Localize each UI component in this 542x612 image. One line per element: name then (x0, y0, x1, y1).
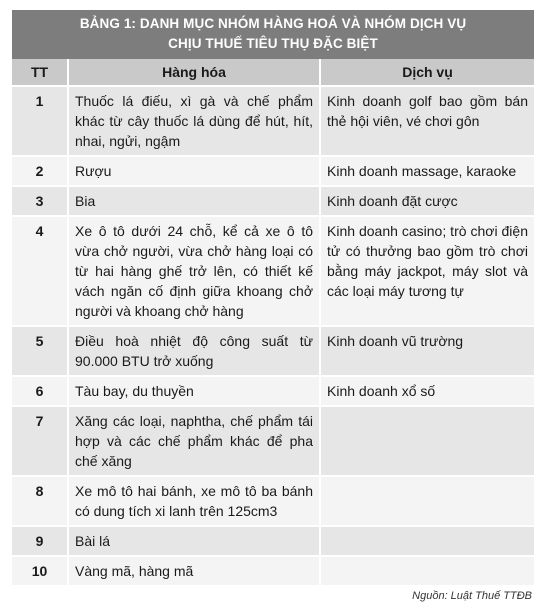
row-goods: Bia (68, 186, 320, 216)
row-services (320, 526, 534, 556)
table-title (12, 10, 534, 59)
row-services: Kinh doanh massage, karaoke (320, 156, 534, 186)
row-goods: Xăng các loại, naphtha, chế phẩm tái hợp và các chế phẩm khác để pha chế xăng (68, 406, 320, 476)
table-title-line-1: BẢNG 1: DANH MỤC NHÓM HÀNG HOÁ VÀ NHÓM DỊCH VỤ (79, 16, 467, 31)
row-services (320, 406, 534, 476)
row-goods: Vàng mã, hàng mã (68, 556, 320, 586)
row-number: 1 (12, 86, 68, 156)
table-row (12, 376, 534, 406)
table-row (12, 556, 534, 586)
table-row (12, 326, 534, 376)
header-tt: TT (12, 59, 68, 86)
row-goods: Bài lá (68, 526, 320, 556)
row-goods: Tàu bay, du thuyền (68, 376, 320, 406)
row-number: 6 (12, 376, 68, 406)
row-services: Kinh doanh golf bao gồm bán thẻ hội viên, vé chơi gôn (320, 86, 534, 156)
row-services: Kinh doanh casino; trò chơi điện tử có thưởng bao gồm trò chơi bằng máy jackpot, máy slot và các loại máy tương tự (320, 216, 534, 326)
row-services (320, 476, 534, 526)
row-number: 9 (12, 526, 68, 556)
table-title-line-2: CHỊU THUẾ TIÊU THỤ ĐẶC BIỆT (168, 36, 378, 51)
row-services: Kinh doanh xổ số (320, 376, 534, 406)
table-header-row (12, 59, 534, 86)
row-number: 5 (12, 326, 68, 376)
table-row (12, 216, 534, 326)
row-goods: Điều hoà nhiệt độ công suất từ 90.000 BTU trở xuống (68, 326, 320, 376)
table-row (12, 476, 534, 526)
table-row (12, 406, 534, 476)
row-number: 3 (12, 186, 68, 216)
row-number: 8 (12, 476, 68, 526)
row-services: Kinh doanh vũ trường (320, 326, 534, 376)
row-services: Kinh doanh đặt cược (320, 186, 534, 216)
table-row (12, 186, 534, 216)
row-goods: Xe ô tô dưới 24 chỗ, kể cả xe ô tô vừa chở người, vừa chở hàng loại có từ hai hàng ghế trở lên, có thiết kế vách ngăn cố định giữa khoang chở người và khoang chở hàng (68, 216, 320, 326)
tax-table (12, 10, 534, 587)
row-number: 10 (12, 556, 68, 586)
table-row (12, 156, 534, 186)
row-goods: Rượu (68, 156, 320, 186)
row-goods: Xe mô tô hai bánh, xe mô tô ba bánh có dung tích xi lanh trên 125cm3 (68, 476, 320, 526)
source-note: Nguồn: Luật Thuế TTĐB (412, 590, 532, 602)
goods-services-table (12, 59, 534, 587)
row-goods: Thuốc lá điếu, xì gà và chế phẩm khác từ cây thuốc lá dùng để hút, hít, nhai, ngửi, ngậm (68, 86, 320, 156)
header-goods: Hàng hóa (68, 59, 320, 86)
row-number: 7 (12, 406, 68, 476)
table-body (12, 86, 534, 586)
row-number: 4 (12, 216, 68, 326)
row-number: 2 (12, 156, 68, 186)
header-services: Dịch vụ (320, 59, 534, 86)
row-services (320, 556, 534, 586)
table-row (12, 86, 534, 156)
table-row (12, 526, 534, 556)
